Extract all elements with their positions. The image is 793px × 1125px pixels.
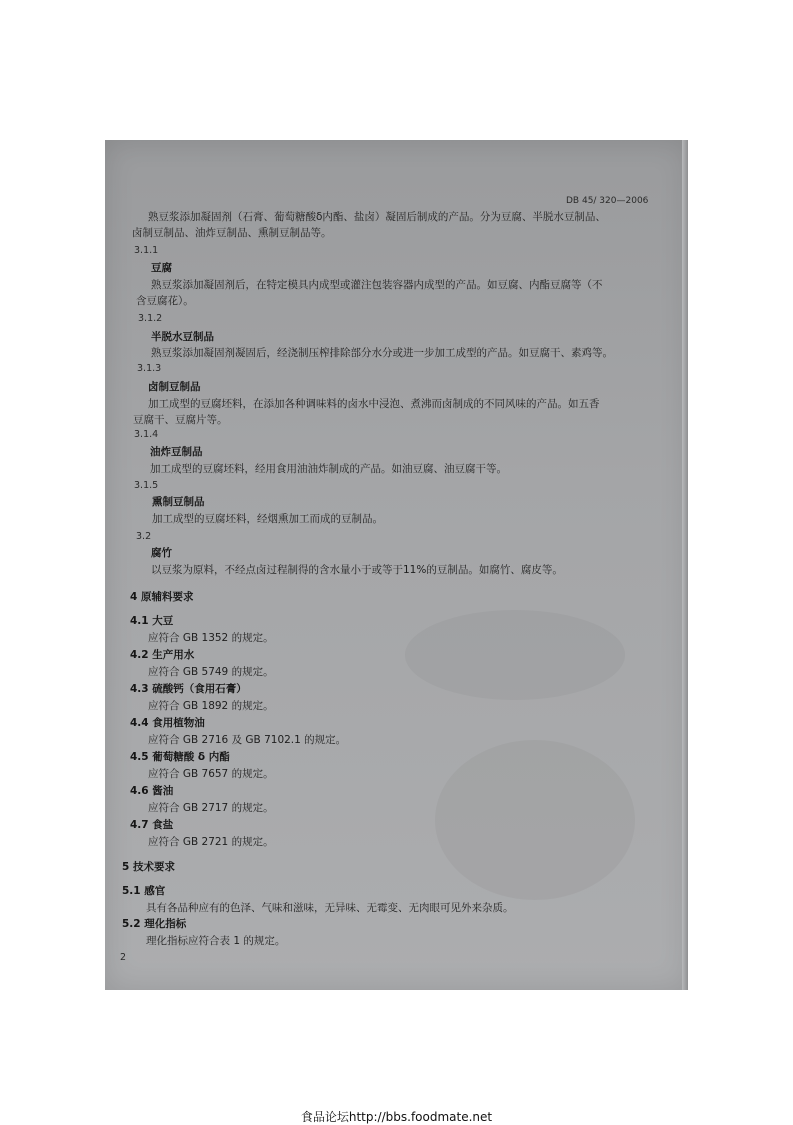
body-line: 应符合 GB 1352 的规定。: [148, 632, 274, 644]
subsection-heading: 5.1 感官: [122, 885, 166, 897]
clause-number: 3.2: [136, 531, 152, 542]
body-line: 应符合 GB 5749 的规定。: [148, 666, 274, 678]
body-line: 应符合 GB 7657 的规定。: [148, 768, 274, 780]
clause-heading: 腐竹: [151, 547, 172, 559]
body-line: 熟豆浆添加凝固剂凝固后，经浇制压榨排除部分水分或进一步加工成型的产品。如豆腐干、素鸡等。: [151, 347, 613, 359]
clause-number: 3.1.5: [134, 480, 159, 491]
clause-heading: 豆腐: [151, 262, 172, 274]
scan-smudge: [435, 740, 635, 900]
scan-smudge: [405, 610, 625, 700]
body-line: 豆腐干、豆腐片等。: [133, 414, 228, 426]
subsection-heading: 4.6 酱油: [130, 785, 174, 797]
body-line: 加工成型的豆腐坯料，经烟熏加工而成的豆制品。: [152, 513, 383, 525]
subsection-heading: 4.4 食用植物油: [130, 717, 205, 729]
subsection-heading: 5.2 理化指标: [122, 918, 187, 930]
clause-heading: 卤制豆制品: [148, 381, 201, 393]
body-line: 具有各品种应有的色泽、气味和滋味，无异味、无霉变、无肉眼可见外来杂质。: [146, 902, 514, 914]
subsection-heading: 4.7 食盐: [130, 819, 174, 831]
body-line: 熟豆浆添加凝固剂（石膏、葡萄糖酸δ内酯、盐卤）凝固后制成的产品。分为豆腐、半脱水豆制品、: [148, 211, 606, 223]
section-heading: 5 技术要求: [122, 861, 175, 873]
body-line: 以豆浆为原料，不经点卤过程制得的含水量小于或等于11%的豆制品。如腐竹、腐皮等。: [151, 564, 563, 576]
body-line: 熟豆浆添加凝固剂后，在特定模具内成型或灌注包装容器内成型的产品。如豆腐、内酯豆腐等（不: [151, 279, 603, 291]
body-line: 含豆腐花）。: [136, 295, 194, 307]
body-line: 加工成型的豆腐坯料，在添加各种调味料的卤水中浸泡、煮沸而卤制成的不同风味的产品。如五香: [148, 398, 600, 410]
clause-number: 3.1.4: [134, 429, 159, 440]
body-line: 卤制豆制品、油炸豆制品、熏制豆制品等。: [132, 227, 332, 239]
subsection-heading: 4.3 硫酸钙（食用石膏）: [130, 683, 247, 695]
footer-watermark: 食品论坛http://bbs.foodmate.net: [300, 1110, 493, 1124]
subsection-heading: 4.5 葡萄糖酸 δ 内酯: [130, 751, 230, 763]
page-number: 2: [120, 952, 127, 963]
body-line: 理化指标应符合表 1 的规定。: [146, 935, 286, 947]
subsection-heading: 4.2 生产用水: [130, 649, 195, 661]
clause-number: 3.1.2: [138, 313, 163, 324]
document-id: DB 45/ 320—2006: [566, 196, 649, 206]
body-line: 加工成型的豆腐坯料，经用食用油油炸制成的产品。如油豆腐、油豆腐干等。: [150, 463, 507, 475]
body-line: 应符合 GB 2716 及 GB 7102.1 的规定。: [148, 734, 347, 746]
clause-number: 3.1.1: [134, 245, 159, 256]
subsection-heading: 4.1 大豆: [130, 615, 174, 627]
clause-number: 3.1.3: [137, 363, 162, 374]
body-line: 应符合 GB 2721 的规定。: [148, 836, 274, 848]
page-edge-shadow: [682, 140, 688, 990]
clause-heading: 半脱水豆制品: [151, 331, 214, 343]
clause-heading: 油炸豆制品: [150, 446, 203, 458]
body-line: 应符合 GB 1892 的规定。: [148, 700, 274, 712]
body-line: 应符合 GB 2717 的规定。: [148, 802, 274, 814]
clause-heading: 熏制豆制品: [152, 496, 205, 508]
section-heading: 4 原辅料要求: [130, 591, 194, 603]
